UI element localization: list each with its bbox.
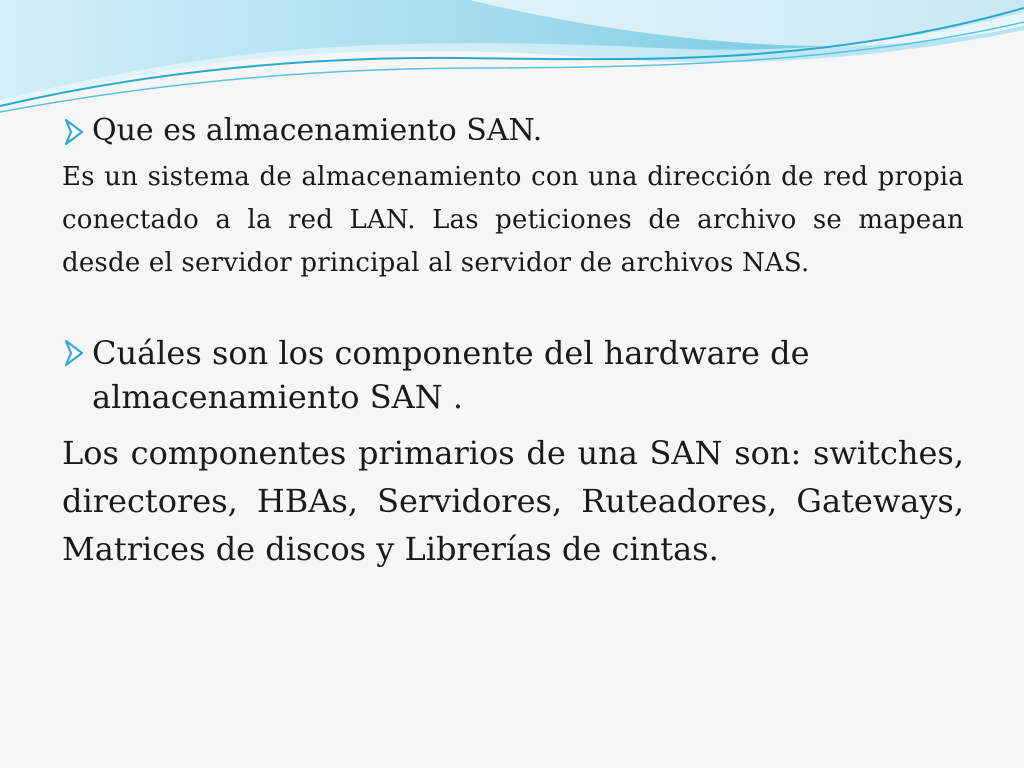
bullet-heading-2 [62,331,964,419]
header-wave-decoration [0,0,1024,120]
arrow-bullet-icon [62,116,88,148]
bullet-heading-1 [62,112,964,150]
heading-text: Que es almacenamiento SAN. [92,113,543,148]
heading-text: Cuáles son los componente del hardware de almacenamiento SAN . [92,334,810,416]
paragraph-2: Los componentes primarios de una SAN son: switches, directores, HBAs, Servidores, Ruteadores, Gateways, Matrices de discos y Librerías de cintas. [62,434,964,568]
arrow-bullet-icon [62,337,88,369]
slide-content [62,112,964,573]
paragraph-1: Es un sistema de almacenamiento con una dirección de red propia conectado a la red LAN. Las peticiones de archivo se mapean desde el servidor principal al servidor de archivos NAS. [62,162,964,278]
